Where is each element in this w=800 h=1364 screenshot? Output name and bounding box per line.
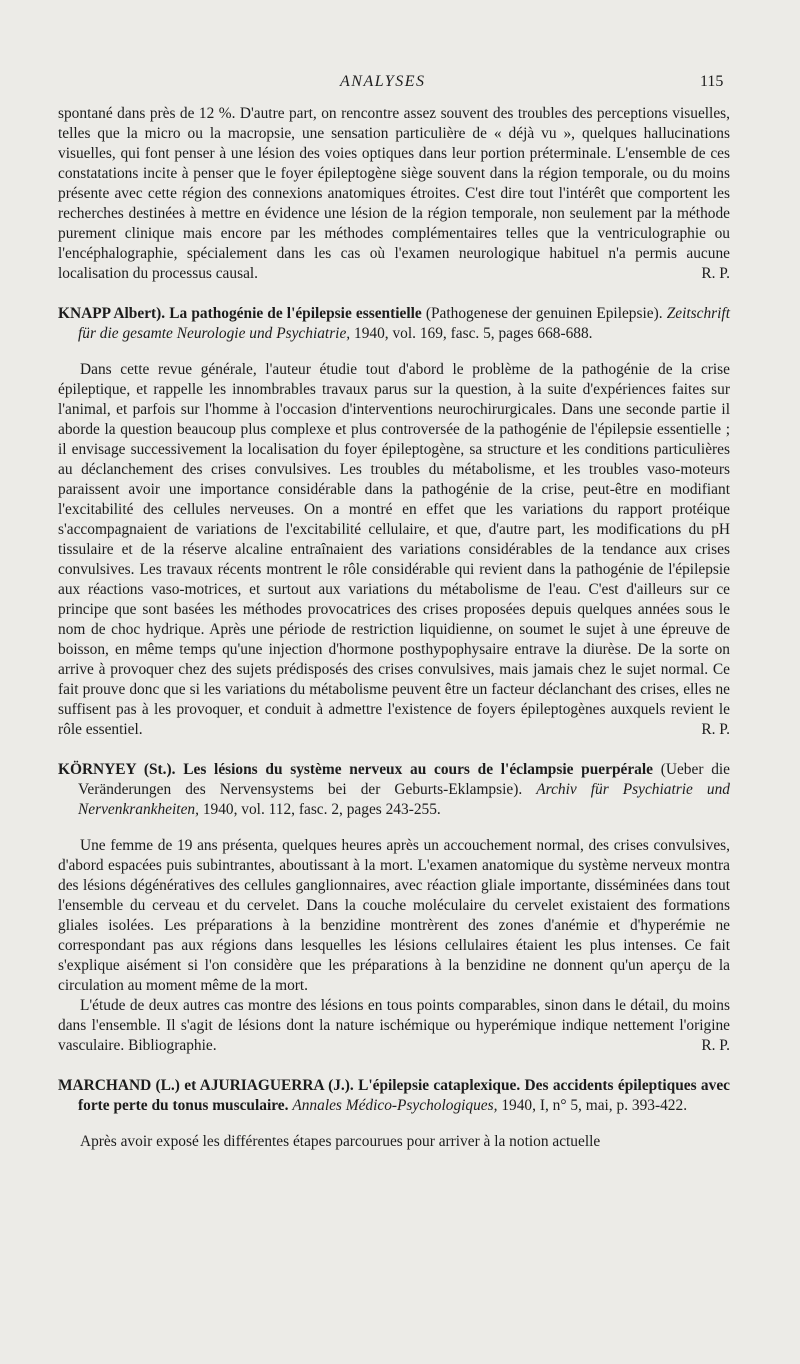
entry-author: KÖRNYEY (St.). [58, 761, 176, 778]
page-number: 115 [700, 73, 724, 90]
entry-citation: 1940, I, n° 5, mai, p. 393-422. [501, 1097, 688, 1114]
entry-signature: R. P. [701, 721, 730, 738]
entry-journal: Zeitschrift für die gesamte Neurologie und Psychiatrie, [78, 305, 730, 342]
entry-author: KNAPP Albert). [58, 305, 166, 322]
entry-summary: Dans cette revue générale, l'auteur étudie tout d'abord le problème de la pathogénie de la crise épileptique, et rappelle les innombrables travaux parus sur la question, à la suite d'expériences faites sur l'animal, et parfois sur l'homme à l'occasion d'interventions neurochirurgicales. Dans une seconde partie il aborde la question beaucoup plus complexe et plus controversée de la pathogénie de l'épilepsie essentielle ; il envisage successivement la localisation du foyer épileptogène, sa structure et les conditions particulières au déclanchement des crises convulsives. Les troubles du métabolisme, et les troubles vaso-moteurs paraissent avoir une importance considérable dans la pathogénie de la crise, peut-être en modifiant l'excitabilité des cellules nerveuses. On a montré en effet que les variations du rapport protéique s'accompagnaient de variations de l'excitabilité cellulaire, et que, d'autre part, les modifications du pH tissulaire et de la réserve alcaline entraînaient des variations considérables de la tendance aux crises convulsives. Les travaux récents montrent le rôle considérable qui revient dans la pathogénie de l'épilepsie aux réactions vaso-motrices, et surtout aux variations du métabolisme de l'eau. C'est d'ailleurs sur ce principe que sont basées les méthodes provocatrices des crises proposées depuis quelques années sous le nom de choc hydrique. Après une période de restriction liquidienne, on soumet le sujet à une épreuve de boisson, en même temps qu'une injection d'hormone posthypophysaire entrave la diurèse. De la sorte on arrive à provoquer chez des sujets prédisposés des crises convulsives, mais jamais chez le sujet normal. Ce fait prouve donc que si les variations du métabolisme peuvent être un facteur déclanchant des crises, elles ne suffisent pas à les provoquer, et conduit à admettre l'existence de foyers épileptogènes auxquels revient le rôle essentiel. R. P. [58, 361, 730, 738]
entry-reference [58, 304, 730, 344]
entry-reference [58, 1076, 730, 1116]
entry-author: MARCHAND (L.) et AJURIAGUERRA (J.). [58, 1077, 354, 1094]
page-header [0, 70, 800, 98]
review-entry-marchand [58, 1076, 730, 1152]
entry-translation: (Pathogenese der genuinen Epilepsie). [425, 305, 663, 322]
entry-citation: 1940, vol. 169, fasc. 5, pages 668-688. [354, 325, 593, 342]
page-body [58, 104, 730, 1152]
entry-title: Les lésions du système nerveux au cours de l'éclampsie puerpérale [183, 761, 653, 778]
entry-title: La pathogénie de l'épilepsie essentielle [169, 305, 422, 322]
entry-summary: Une femme de 19 ans présenta, quelques heures après un accouchement normal, des crises convulsives, d'abord espacées puis subintrantes, aboutissant à la mort. L'examen anatomique du système nerveux montra des lésions dégénératives des cellules ganglionnaires, avec réaction gliale importante, disséminées dans tout l'ensemble du cerveau et du cervelet. Dans la couche moléculaire du cervelet existaient des formations gliales isolées. Les préparations à la benzidine montrèrent des zones d'anémie et d'hyperémie ne correspondant pas aux régions dans lesquelles les lésions cellulaires étaient les plus intenses. Ce fait s'explique aisément si l'on considère que les préparations à la benzidine ne donnent qu'un aperçu de la circulation au moment même de la mort. [58, 837, 730, 994]
intro-paragraph: spontané dans près de 12 %. D'autre part, on rencontre assez souvent des troubles des perceptions visuelles, telles que la micro ou la macropsie, une sensation particulière de « déjà vu », quelques hallucinations visuelles, qui font penser à une lésion des voies optiques dans leur portion préterminale. L'ensemble de ces constatations incite à penser que le foyer épileptogène siège souvent dans la région temporale, ou du moins présente avec cette région des connexions anatomiques étroites. C'est dire tout l'intérêt que comportent les recherches destinées à mettre en évidence une lésion de la région temporale, non seulement par la méthode purement clinique mais encore par les méthodes complémentaires telles que la ventriculographie ou l'encéphalographie, spécialement dans les cas où l'examen neurologique habituel n'a permis aucune localisation du processus causal. R. P. [58, 105, 730, 282]
review-entry-kornyey [58, 760, 730, 1056]
entry-summary-continued: L'étude de deux autres cas montre des lésions en tous points comparables, sinon dans le détail, du moins dans l'ensemble. Il s'agit de lésions dont la nature ischémique ou hyperémique indique nettement l'origine vasculaire. Bibliographie. R. P. [58, 997, 730, 1054]
review-entry-knapp [58, 304, 730, 740]
entry-summary: Après avoir exposé les différentes étapes parcourues pour arriver à la notion actuelle [80, 1133, 601, 1150]
entry-translation: (Ueber die Veränderungen des Nervensystems bei der Geburts-Eklampsie). [78, 761, 730, 798]
entry-citation: 1940, vol. 112, fasc. 2, pages 243-255. [202, 801, 441, 818]
entry-journal: Annales Médico-Psychologiques, [292, 1097, 498, 1114]
intro-section [58, 104, 730, 284]
entry-reference [58, 760, 730, 820]
entry-title: L'épilepsie cataplexique. Des accidents épileptiques avec forte perte du tonus musculaire. [78, 1077, 730, 1114]
entry-signature: R. P. [701, 1037, 730, 1054]
intro-signature: R. P. [701, 265, 730, 282]
entry-journal: Archiv für Psychiatrie und Nervenkrankheiten, [78, 781, 730, 818]
running-head: ANALYSES [340, 73, 426, 90]
